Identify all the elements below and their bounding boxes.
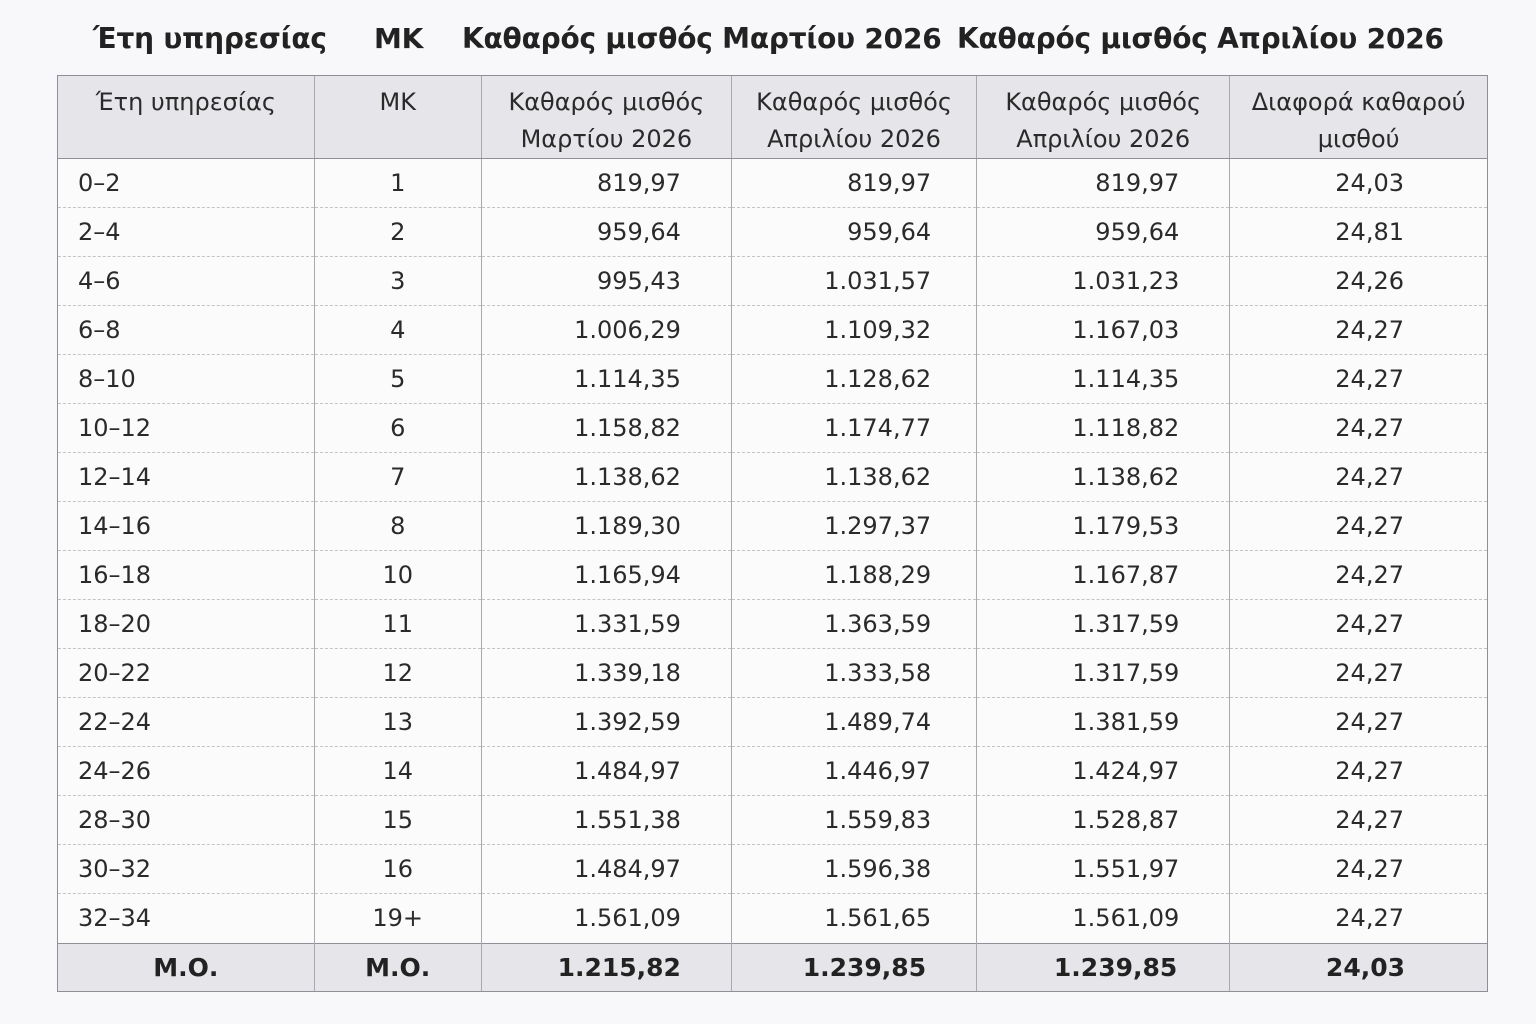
cell-net-difference: 24,27 (1230, 551, 1487, 600)
cell-net-april-2: 1.528,87 (977, 796, 1230, 845)
cell-net-april: 1.559,83 (731, 796, 976, 845)
cell-mk: 8 (314, 502, 481, 551)
table-row (58, 453, 1487, 502)
table-footer (58, 943, 1487, 991)
cell-net-april: 1.174,77 (731, 404, 976, 453)
top-header-net-march: Καθαρός μισθός Μαρτίου 2026 (462, 22, 942, 55)
cell-mk: 5 (314, 355, 481, 404)
cell-net-april: 1.333,58 (731, 649, 976, 698)
cell-net-difference: 24,27 (1230, 747, 1487, 796)
average-net-march: 1.215,82 (481, 943, 731, 991)
cell-years: 28–30 (58, 796, 314, 845)
cell-net-difference: 24,03 (1230, 159, 1487, 208)
average-label: Μ.Ο. (58, 943, 314, 991)
cell-net-march: 1.484,97 (481, 747, 731, 796)
cell-mk: 19+ (314, 894, 481, 943)
column-header-net-april: Καθαρός μισθός Απριλίου 2026 (731, 76, 976, 159)
average-mk-label: Μ.Ο. (314, 943, 481, 991)
cell-years: 4–6 (58, 257, 314, 306)
cell-net-april: 1.138,62 (731, 453, 976, 502)
cell-net-april: 1.297,37 (731, 502, 976, 551)
average-net-april: 1.239,85 (731, 943, 976, 991)
cell-net-april-2: 1.138,62 (977, 453, 1230, 502)
cell-net-april-2: 1.114,35 (977, 355, 1230, 404)
table-row (58, 600, 1487, 649)
cell-net-difference: 24,81 (1230, 208, 1487, 257)
cell-net-march: 1.331,59 (481, 600, 731, 649)
cell-years: 8–10 (58, 355, 314, 404)
table-row (58, 208, 1487, 257)
header-row (58, 76, 1487, 159)
cell-years: 6–8 (58, 306, 314, 355)
cell-mk: 15 (314, 796, 481, 845)
cell-mk: 4 (314, 306, 481, 355)
cell-mk: 2 (314, 208, 481, 257)
cell-net-difference: 24,27 (1230, 355, 1487, 404)
cell-mk: 10 (314, 551, 481, 600)
cell-net-difference: 24,27 (1230, 649, 1487, 698)
table-row (58, 502, 1487, 551)
cell-net-difference: 24,27 (1230, 404, 1487, 453)
cell-net-march: 1.392,59 (481, 698, 731, 747)
cell-net-april-2: 1.179,53 (977, 502, 1230, 551)
cell-net-march: 1.189,30 (481, 502, 731, 551)
cell-mk: 6 (314, 404, 481, 453)
table-row (58, 845, 1487, 894)
cell-net-difference: 24,27 (1335, 904, 1404, 933)
cell-net-april: 1.363,59 (731, 600, 976, 649)
cell-net-april: 1.561,65 (731, 894, 976, 943)
cell-net-april-2: 819,97 (977, 159, 1230, 208)
table-row (58, 159, 1487, 208)
cell-net-difference: 24,26 (1230, 257, 1487, 306)
cell-mk: 3 (314, 257, 481, 306)
cell-net-march: 1.484,97 (481, 845, 731, 894)
cell-years: 22–24 (58, 698, 314, 747)
cell-net-march: 959,64 (481, 208, 731, 257)
table-row (58, 306, 1487, 355)
cell-net-difference: 24,27 (1230, 698, 1487, 747)
column-header-mk: MK (314, 76, 481, 159)
cell-mk: 16 (314, 845, 481, 894)
cell-net-april-2: 1.167,03 (977, 306, 1230, 355)
table-row (58, 355, 1487, 404)
table-row (58, 551, 1487, 600)
salary-table-container (57, 75, 1488, 992)
cell-net-difference: 24,27 (1230, 845, 1487, 894)
cell-net-difference: 24,27 (1230, 453, 1487, 502)
cell-mk: 14 (314, 747, 481, 796)
cell-net-april-2: 1.424,97 (977, 747, 1230, 796)
table-header (58, 76, 1487, 159)
cell-net-april: 1.109,32 (731, 306, 976, 355)
cell-years: 30–32 (58, 845, 314, 894)
table-row (58, 649, 1487, 698)
cell-years: 16–18 (58, 551, 314, 600)
column-header-net-difference: Διαφορά καθαρού μισθού (1230, 76, 1487, 159)
column-header-net-april-2: Καθαρός μισθός Απριλίου 2026 (977, 76, 1230, 159)
cell-net-april-2: 1.561,09 (977, 894, 1230, 943)
average-net-difference: 24,03 (1230, 943, 1487, 991)
cell-net-april: 819,97 (731, 159, 976, 208)
cell-net-april: 959,64 (731, 208, 976, 257)
cell-net-march: 1.165,94 (481, 551, 731, 600)
cell-net-march: 1.561,09 (481, 894, 731, 943)
cell-years: 10–12 (58, 404, 314, 453)
top-header-net-april: Καθαρός μισθός Απριλίου 2026 (957, 22, 1444, 55)
cell-net-april: 1.031,57 (731, 257, 976, 306)
cell-net-march: 1.138,62 (481, 453, 731, 502)
cell-net-april: 1.446,97 (731, 747, 976, 796)
cell-net-march: 1.158,82 (481, 404, 731, 453)
top-header-row (0, 22, 1536, 66)
cell-net-april-2: 1.031,23 (977, 257, 1230, 306)
cell-net-april-2: 1.317,59 (977, 600, 1230, 649)
cell-net-april: 1.128,62 (731, 355, 976, 404)
cell-net-march: 1.114,35 (481, 355, 731, 404)
cell-mk: 11 (314, 600, 481, 649)
cell-years: 24–26 (58, 747, 314, 796)
cell-years: 20–22 (58, 649, 314, 698)
column-header-years: Έτη υπηρεσίας (58, 76, 314, 159)
cell-net-april-2: 1.551,97 (977, 845, 1230, 894)
cell-mk: 1 (314, 159, 481, 208)
cell-net-difference: 24,27 (1230, 306, 1487, 355)
cell-net-april-2: 1.317,59 (977, 649, 1230, 698)
salary-table (58, 76, 1487, 991)
cell-years: 18–20 (58, 600, 314, 649)
cell-net-march: 1.339,18 (481, 649, 731, 698)
column-header-net-march: Καθαρός μισθός Μαρτίου 2026 (481, 76, 731, 159)
table-row (58, 796, 1487, 845)
cell-net-difference: 24,27 (1230, 796, 1487, 845)
cell-years: 0–2 (58, 159, 314, 208)
cell-mk: 12 (314, 649, 481, 698)
table-row (58, 747, 1487, 796)
cell-net-april-2: 1.381,59 (977, 698, 1230, 747)
cell-years: 12–14 (58, 453, 314, 502)
cell-years: 14–16 (58, 502, 314, 551)
average-row (58, 943, 1487, 991)
cell-net-march: 819,97 (481, 159, 731, 208)
top-header-years: Έτη υπηρεσίας (93, 22, 327, 55)
cell-net-difference: 24,27 (1230, 502, 1487, 551)
cell-net-march: 995,43 (481, 257, 731, 306)
average-net-april-2: 1.239,85 (977, 943, 1230, 991)
table-row (58, 698, 1487, 747)
cell-net-april-2: 1.167,87 (977, 551, 1230, 600)
cell-mk: 13 (314, 698, 481, 747)
cell-years: 2–4 (58, 208, 314, 257)
table-row (58, 257, 1487, 306)
table-body (58, 159, 1487, 944)
cell-net-april: 1.188,29 (731, 551, 976, 600)
cell-net-april: 1.596,38 (731, 845, 976, 894)
top-header-mk: MK (374, 22, 424, 55)
table-row (58, 404, 1487, 453)
cell-years: 32–34 (58, 894, 314, 943)
cell-net-april-2: 959,64 (977, 208, 1230, 257)
cell-net-difference: 24,27 (1230, 600, 1487, 649)
table-row (58, 894, 1487, 943)
cell-mk: 7 (314, 453, 481, 502)
cell-net-april: 1.489,74 (731, 698, 976, 747)
cell-net-march: 1.551,38 (481, 796, 731, 845)
cell-net-april-2: 1.118,82 (977, 404, 1230, 453)
cell-net-march: 1.006,29 (481, 306, 731, 355)
